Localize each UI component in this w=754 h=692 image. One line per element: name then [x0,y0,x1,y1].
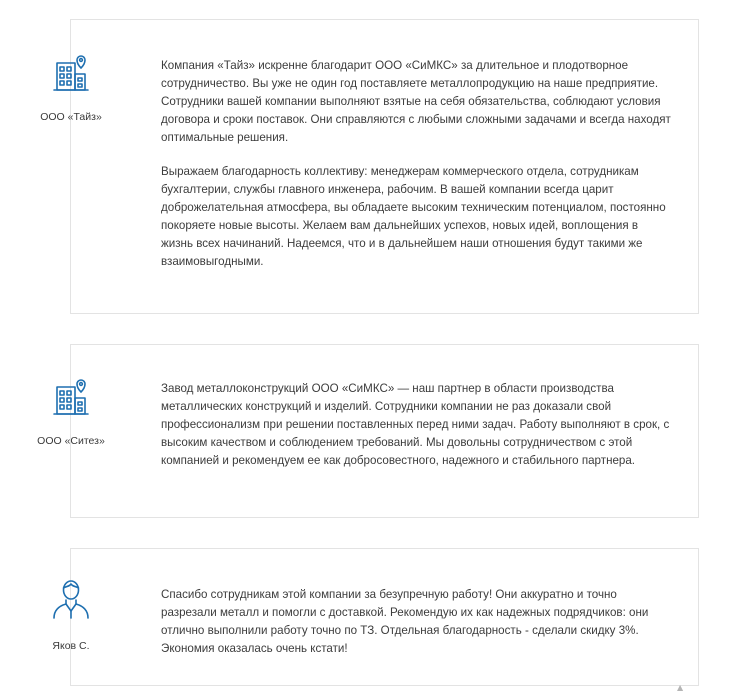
review-paragraph: Спасибо сотрудникам этой компании за безупречную работу! Они аккуратно и точно разрезали металл и помогли с доставкой. Рекомендую их как надежных подрядчиков: они отлично выполнили работу точно по ТЗ. Отдельная благодарность - сделали скидку 3%. Экономия оказалась очень кстати! [161,588,649,655]
review-paragraph: Завод металлоконструкций ООО «СиМКС» — наш партнер в области производства металлических конструкций и изделий. Сотрудники компании не раз доказали свой профессионализм при решении поставленных перед ними задач. Работу выполняют в срок, с высоким качеством и соблюдением требований. Мы довольны сотрудничеством с этой компанией и рекомендуем ее как добросовестного, надежного и стабильного партнера. [161,382,670,467]
scroll-up-arrow-icon[interactable]: ▲ [677,683,684,692]
review-author: Яков С. [52,640,90,652]
review-author: ООО «Тайз» [40,111,102,123]
review-author: ООО «Ситез» [37,435,105,447]
review-card [40,19,699,314]
review-card [37,344,699,518]
review-paragraph: Компания «Тайз» искренне благодарит ООО «СиМКС» за длительное и плодотворное сотрудничество. Вы уже не один год поставляете металлопродукцию на наше предприятие. Сотрудники вашей компании выполняют взятые на себя обязательства, соблюдают условия договора и сроки поставок. Они справляются с любыми сложными задачами и всегда находят оптимальные решения. [161,59,671,144]
review-card [52,548,699,686]
review-text [161,57,671,271]
review-text [161,586,671,658]
review-text [161,380,671,470]
office-building-location-icon [51,377,91,417]
person-user-icon [51,577,91,617]
office-building-location-icon [51,53,91,93]
review-paragraph: Выражаем благодарность коллективу: менеджерам коммерческого отдела, сотрудникам бухгалтерии, службы главного инженера, рабочим. В вашей компании всегда царит доброжелательная атмосфера, вы обладаете высоким техническим потенциалом, постоянно покоряете новые высоты. Желаем вам дальнейших успехов, новых идей, воплощения в жизнь всех начинаний. Надеемся, что и в дальнейшем наши отношения будут такими же взаимовыгодными. [161,165,666,268]
